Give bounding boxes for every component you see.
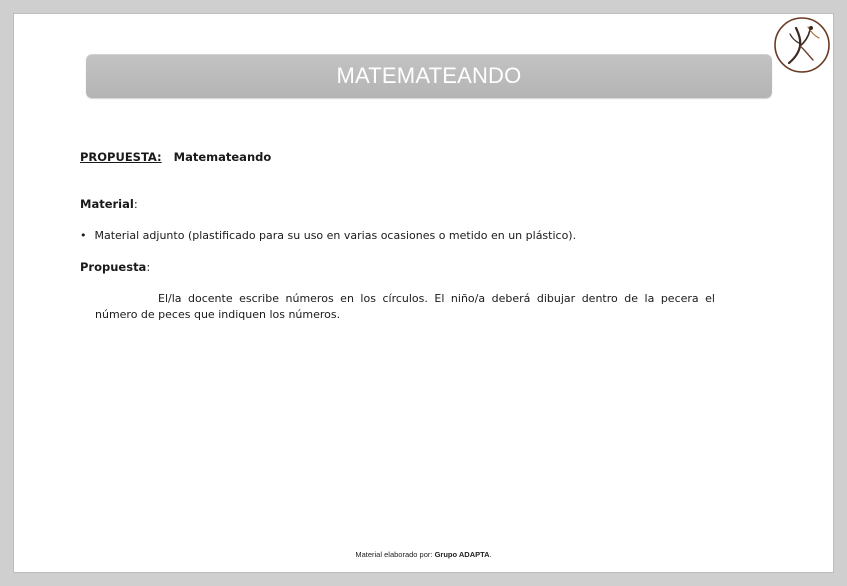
dancer-figure-icon bbox=[773, 16, 831, 74]
footer-author: Grupo ADAPTA bbox=[434, 550, 490, 559]
material-heading-colon: : bbox=[133, 197, 138, 211]
propuesta-paragraph bbox=[95, 291, 715, 323]
footer-suffix: . bbox=[489, 550, 492, 559]
proposal-value: Matemateando bbox=[173, 150, 272, 164]
list-item-text: Material adjunto (plastificado para su uso en varias ocasiones o metido en un plástico). bbox=[94, 229, 577, 242]
bullet-icon: • bbox=[80, 229, 87, 242]
material-heading bbox=[80, 197, 138, 211]
propuesta-text: El/la docente escribe números en los círculos. El niño/a deberá dibujar dentro de la pecera el número de peces que indiquen los números. bbox=[95, 292, 715, 321]
propuesta-heading-colon: : bbox=[146, 260, 151, 274]
propuesta-heading-label: Propuesta bbox=[80, 260, 147, 274]
material-heading-label: Material bbox=[80, 197, 134, 211]
propuesta-heading bbox=[80, 260, 150, 274]
footer-prefix: Material elaborado por: bbox=[355, 550, 435, 559]
proposal-line bbox=[80, 150, 271, 164]
footer-credit bbox=[14, 550, 833, 559]
list-item bbox=[80, 229, 576, 242]
title-banner bbox=[86, 54, 772, 98]
proposal-label: PROPUESTA: bbox=[80, 150, 162, 164]
slide-page bbox=[14, 14, 833, 572]
page-title: MATEMATEANDO bbox=[336, 63, 522, 88]
